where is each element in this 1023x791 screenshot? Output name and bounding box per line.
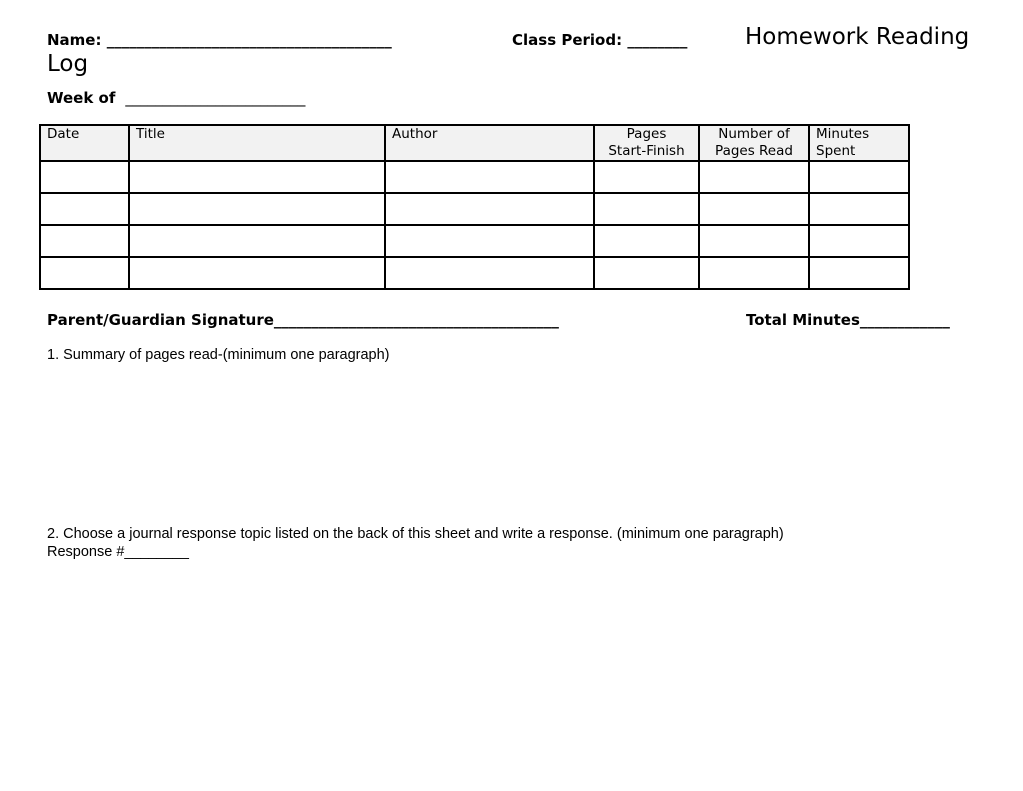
table-cell[interactable] [129,257,385,289]
question-2-journal [47,525,784,561]
table-cell[interactable] [809,193,909,225]
week-of-label: Week of [47,89,116,107]
table-cell[interactable] [699,257,809,289]
table-cell[interactable] [809,257,909,289]
table-cell[interactable] [129,225,385,257]
table-cell[interactable] [385,161,594,193]
column-header-date: Date [40,125,129,161]
table-cell[interactable] [40,257,129,289]
column-header-minutes: Minutes Spent [809,125,909,161]
column-header-pages: Pages Start-Finish [594,125,699,161]
table-cell[interactable] [385,225,594,257]
table-row [40,193,909,225]
week-of-field [47,89,305,107]
table-header-row [40,125,909,161]
table-cell[interactable] [594,257,699,289]
name-field-label: Name: ______________________________________ [47,31,392,49]
table-cell[interactable] [594,225,699,257]
table-cell[interactable] [385,193,594,225]
table-cell[interactable] [40,161,129,193]
parent-signature-field: Parent/Guardian Signature______________________________________ [47,311,559,329]
table-cell[interactable] [699,225,809,257]
table-cell[interactable] [129,193,385,225]
class-period-field-label: Class Period: ________ [512,31,688,49]
table-cell[interactable] [809,225,909,257]
table-cell[interactable] [809,161,909,193]
table-row [40,161,909,193]
page-title: Homework Reading [745,24,970,50]
table-cell[interactable] [129,161,385,193]
page-title-continuation: Log [47,51,89,77]
table-cell[interactable] [699,193,809,225]
header [47,24,987,84]
response-number-field: Response #________ [47,544,189,560]
question-1-summary: 1. Summary of pages read-(minimum one paragraph) [47,347,390,363]
column-header-number-of-pages: Number of Pages Read [699,125,809,161]
table-cell[interactable] [40,225,129,257]
total-minutes-field: Total Minutes____________ [746,311,950,329]
table-row [40,225,909,257]
table-cell[interactable] [40,193,129,225]
question-2-prompt: 2. Choose a journal response topic listed on the back of this sheet and write a response. (minimum one paragraph) [47,526,784,542]
table-cell[interactable] [594,193,699,225]
column-header-title: Title [129,125,385,161]
week-of-blank: ________________________ [125,89,306,107]
table-cell[interactable] [594,161,699,193]
table-cell[interactable] [385,257,594,289]
reading-log-table [39,124,910,290]
table-row [40,257,909,289]
table-cell[interactable] [699,161,809,193]
column-header-author: Author [385,125,594,161]
